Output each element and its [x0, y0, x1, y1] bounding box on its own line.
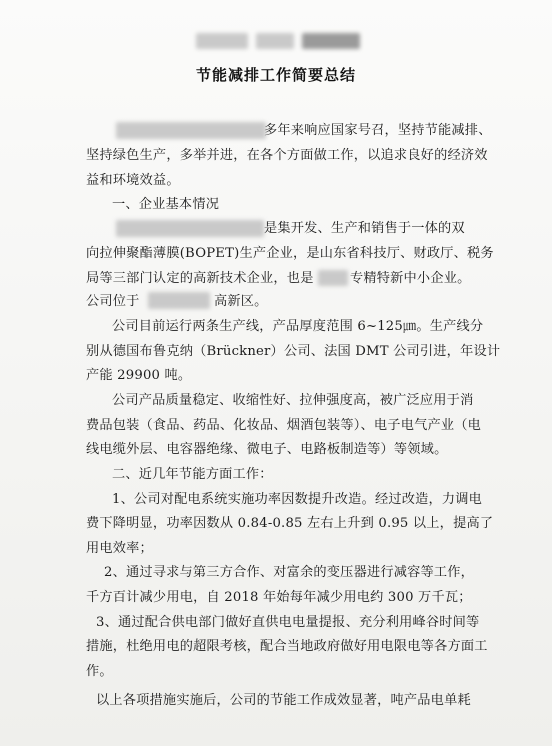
redacted-header-3 [302, 33, 360, 49]
redacted-header-2 [256, 33, 294, 49]
text-line: 产能 29900 吨。 [86, 368, 192, 383]
redacted-company-name [116, 122, 266, 139]
text-line: 1、公司对配电系统实施功率因数提升改造。经过改造，力调电 [112, 492, 483, 507]
text-line: 作。 [86, 664, 113, 679]
text-line: 高新区。 [214, 294, 268, 309]
text-line: 别从德国布鲁克纳（Brückner）公司、法国 DMT 公司引进，年设计 [86, 344, 501, 359]
text-line: 公司产品质量稳定、收缩性好、拉伸强度高，被广泛应用于消 [112, 393, 474, 408]
redacted-header-1 [196, 33, 248, 49]
text-line: 是集开发、生产和销售于一体的双 [264, 221, 465, 236]
text-line: 2、通过寻求与第三方合作、对富余的变压器进行减容等工作， [104, 565, 475, 580]
text-line: 以上各项措施实施后，公司的节能工作成效显著，吨产品电单耗 [96, 693, 471, 708]
text-line: 费品包装（食品、药品、化妆品、烟酒包装等）、电子电气产业（电 [86, 418, 482, 433]
text-line: 公司目前运行两条生产线，产品厚度范围 6~125㎛。生产线分 [112, 319, 484, 334]
text-line: 用电效率； [86, 541, 153, 556]
text-line: 线电缆外层、电容器绝缘、微电子、电路板制造等）等领域。 [86, 442, 448, 457]
redacted-province [318, 270, 348, 286]
text-line: 3、通过配合供电部门做好直供电电量提报、充分利用峰谷时间等 [96, 615, 480, 630]
text-line: 益和环境效益。 [86, 173, 180, 188]
redacted-company-name [116, 220, 264, 237]
text-line: 多年来响应国家号召，坚持节能减排、 [264, 123, 492, 138]
text-line: 专精特新中小企业。 [350, 271, 471, 286]
document-title: 节能减排工作简要总结 [195, 66, 356, 84]
redacted-location [148, 292, 210, 309]
text-line: 坚持绿色生产，多举并进，在各个方面做工作，以追求良好的经济效 [86, 148, 488, 163]
text-line: 费下降明显，功率因数从 0.84-0.85 左右上升到 0.95 以上，提高了 [86, 516, 494, 531]
text-line: 公司位于 [86, 294, 140, 309]
section-heading: 二、近几年节能方面工作： [112, 467, 273, 482]
text-line: 局等三部门认定的高新技术企业，也是 [86, 271, 314, 286]
text-line: 千方百计减少用电，自 2018 年始每年减少用电约 300 万千瓦； [86, 590, 472, 605]
text-line: 向拉伸聚酯薄膜(BOPET)生产企业，是山东省科技厅、财政厅、税务 [86, 246, 494, 261]
text-line: 措施，杜绝用电的超限考核，配合当地政府做好用电限电等各方面工 [86, 639, 488, 654]
section-heading: 一、企业基本情况 [112, 197, 220, 212]
